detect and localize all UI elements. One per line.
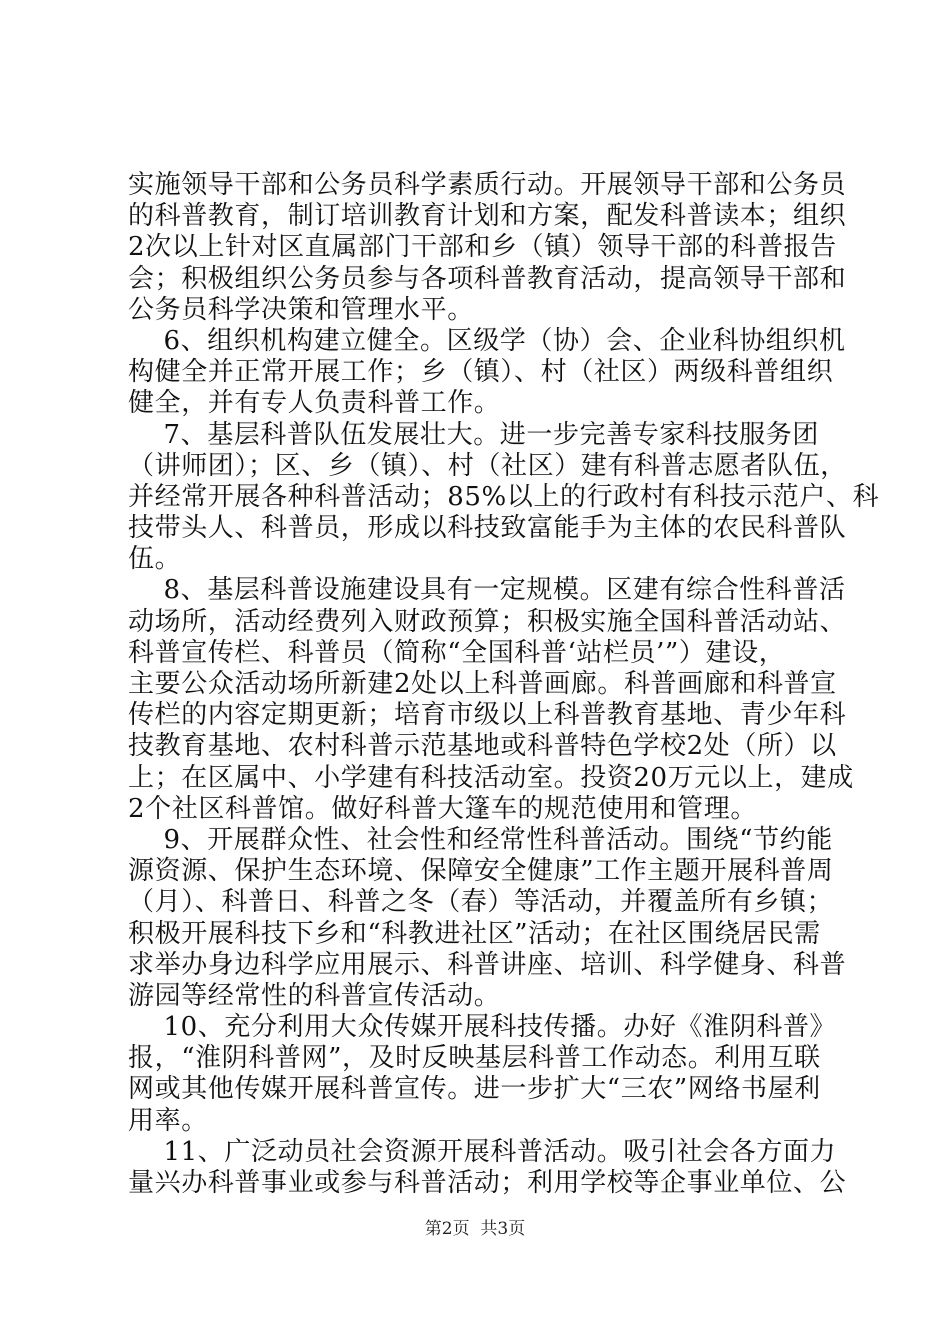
- text-line: 主要公众活动场所新建2处以上科普画廊。科普画廊和科普宣: [128, 669, 837, 699]
- text-line: 7、基层科普队伍发展壮大。进一步完善专家科技服务团: [128, 419, 820, 450]
- text-line: （月）、科普日、科普之冬（春）等活动，并覆盖所有乡镇；: [128, 887, 834, 918]
- text-line: 报，“淮阴科普网”，及时反映基层科普工作动态。利用互联: [128, 1043, 821, 1074]
- text-line: 10、充分利用大众传媒开展科技传播。办好《淮阴科普》: [128, 1012, 837, 1043]
- text-line: 6、组织机构建立健全。区级学（协）会、企业科协组织机: [128, 325, 846, 356]
- text-line: 公务员科学决策和管理水平。: [128, 294, 474, 325]
- text-line: 构健全并正常开展工作；乡（镇）、村（社区）两级科普组织: [128, 357, 834, 388]
- text-line: 科普宣传栏、科普员（简称“全国科普‘站栏员’”）建设，: [128, 637, 786, 668]
- text-line: 的科普教育，制订培训教育计划和方案，配发科普读本；组织: [128, 201, 847, 232]
- text-line: 11、广泛动员社会资源开展科普活动。吸引社会各方面力: [128, 1136, 837, 1167]
- text-line: 8、基层科普设施建设具有一定规模。区建有综合性科普活: [128, 575, 846, 606]
- text-line: 源资源、保护生态环境、保障安全健康”工作主题开展科普周: [128, 856, 834, 887]
- text-line: 网或其他传媒开展科普宣传。进一步扩大“三农”网络书屋利: [128, 1074, 821, 1105]
- text-line: 技带头人、科普员，形成以科技致富能手为主体的农民科普队: [128, 513, 847, 544]
- text-line: 动场所，活动经费列入财政预算；积极实施全国科普活动站、: [128, 606, 847, 637]
- text-line: 健全，并有专人负责科普工作。: [128, 388, 501, 419]
- text-line: （讲师团）；区、乡（镇）、村（社区）建有科普志愿者队伍，: [128, 450, 847, 481]
- page-number-footer: 第2页 共3页: [424, 1219, 526, 1239]
- text-line: 游园等经常性的科普宣传活动。: [128, 980, 501, 1011]
- text-line: 2次以上针对区直属部门干部和乡（镇）领导干部的科普报告: [128, 232, 837, 263]
- text-line: 会；积极组织公务员参与各项科普教育活动，提高领导干部和: [128, 263, 847, 294]
- text-line: 传栏的内容定期更新；培育市级以上科普教育基地、青少年科: [128, 700, 847, 731]
- text-line: 并经常开展各种科普活动；85%以上的行政村有科技示范户、科: [128, 481, 880, 512]
- text-line: 量兴办科普事业或参与科普活动；利用学校等企事业单位、公: [128, 1168, 847, 1198]
- text-line: 实施领导干部和公务员科学素质行动。开展领导干部和公务员: [128, 170, 847, 200]
- text-line: 9、开展群众性、社会性和经常性科普活动。围绕“节约能: [128, 824, 833, 855]
- text-line: 2个社区科普馆。做好科普大篷车的规范使用和管理。: [128, 793, 757, 824]
- text-line: 上；在区属中、小学建有科技活动室。投资20万元以上，建成: [128, 762, 854, 793]
- document-body: [128, 170, 880, 1199]
- text-line: 求举办身边科学应用展示、科普讲座、培训、科学健身、科普: [128, 949, 847, 980]
- text-line: 用率。: [128, 1105, 208, 1136]
- text-line: 伍。: [128, 544, 182, 575]
- text-line: 积极开展科技下乡和“科教进社区”活动；在社区围绕居民需: [128, 918, 821, 949]
- text-line: 技教育基地、农村科普示范基地或科普特色学校2处（所）以: [128, 731, 837, 762]
